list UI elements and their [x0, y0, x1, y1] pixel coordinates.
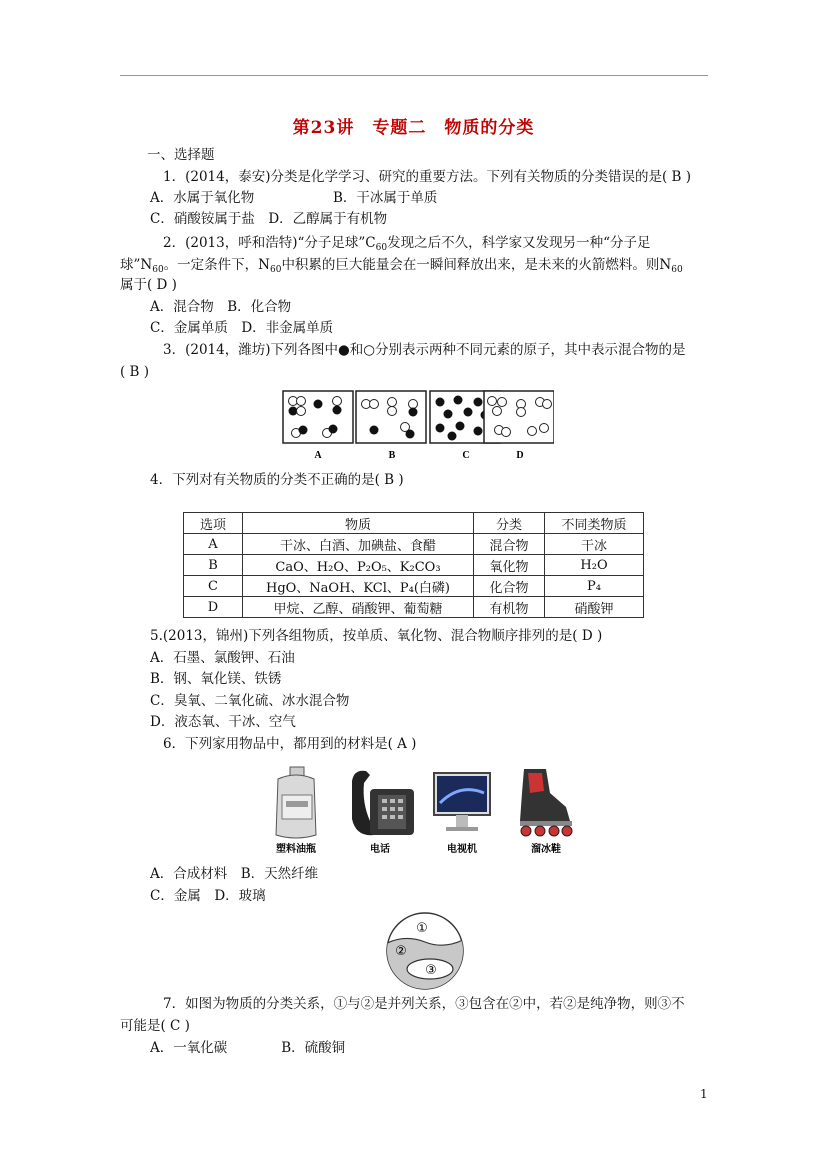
- tv-image: [434, 773, 490, 831]
- q2-options-ab: A．混合物 B．化合物: [150, 299, 292, 315]
- table-header: 物质: [243, 513, 474, 534]
- caption-tv: 电视机: [447, 844, 477, 855]
- q2-line2: 球$”N_{60}$。一定条件下，$N_{60}$中积累的巨大能量会在一瞬间释放出来，是未来的火箭燃料。则$N_{60}$: [120, 257, 683, 275]
- q6-options-cd: C．金属 D．玻璃: [150, 888, 266, 904]
- q7-line2: 可能是( C ): [120, 1018, 190, 1034]
- page-title: 第23讲 专题二 物质的分类: [292, 118, 535, 138]
- q2-options-cd: C．金属单质 D．非金属单质: [150, 320, 334, 336]
- table-cell: 氧化物: [474, 555, 545, 576]
- q4-stem: 4．下列对有关物质的分类不正确的是( B ): [150, 472, 404, 488]
- header-rule: [120, 75, 708, 76]
- q2-line3: 属于( D ): [120, 277, 177, 293]
- table-cell: CaO、H₂O、P₂O₅、K₂CO₃: [243, 555, 474, 576]
- caption-oil-bottle: 塑料油瓶: [276, 844, 316, 855]
- table-row: [184, 534, 644, 555]
- table-cell: 硝酸钾: [545, 597, 644, 618]
- q7-options-ab: A．一氧化碳 B．硫酸铜: [150, 1040, 346, 1056]
- table-row: [184, 555, 644, 576]
- section-heading: 一、选择题: [147, 147, 215, 163]
- table-header: 选项: [184, 513, 243, 534]
- table-cell: A: [184, 534, 243, 555]
- caption-phone: 电话: [370, 844, 390, 855]
- q3-line2: ( B ): [120, 364, 150, 380]
- label-circle-1: ①: [416, 921, 428, 936]
- box-a: [283, 391, 353, 443]
- page-number: 1: [700, 1087, 708, 1101]
- skate-image: [520, 769, 572, 836]
- label-d: D: [516, 450, 524, 461]
- table-cell: 混合物: [474, 534, 545, 555]
- telephone-image: [352, 771, 414, 835]
- q5-option-c: C．臭氧、二氧化硫、冰水混合物: [150, 693, 350, 709]
- table-cell: 干冰、白酒、加碘盐、食醋: [243, 534, 474, 555]
- label-a: A: [314, 450, 322, 461]
- q5-option-b: B．钢、氧化镁、铁锈: [150, 671, 282, 687]
- q6-stem: 6．下列家用物品中，都用到的材料是( A ): [163, 736, 417, 752]
- table-cell: H₂O: [545, 555, 644, 576]
- table-cell: B: [184, 555, 243, 576]
- caption-skates: 溜冰鞋: [531, 844, 561, 855]
- classification-table: [183, 512, 644, 618]
- q3-line1: 3．(2014，潍坊)下列各图中●和○分别表示两种不同元素的原子，其中表示混合物的是: [163, 342, 686, 358]
- q5-option-d: D．液态氧、干冰、空气: [150, 714, 296, 730]
- q5-option-a: A．石墨、氯酸钾、石油: [150, 650, 295, 666]
- table-cell: D: [184, 597, 243, 618]
- table-header: 分类: [474, 513, 545, 534]
- q2-line1: 2．(2013，呼和浩特)“分子足球$”C_{60}$发现之后不久，科学家又发现另一种“分子足: [163, 235, 651, 253]
- table-cell: P₄: [545, 576, 644, 597]
- atom-diagram-figure: [282, 390, 554, 462]
- box-d: [484, 391, 554, 443]
- q1-option-a: A．水属于氧化物: [150, 190, 255, 206]
- box-b: [356, 391, 426, 443]
- label-circle-3: ③: [425, 963, 437, 978]
- q5-stem: 5.(2013，锦州)下列各组物质，按单质、氧化物、混合物顺序排列的是( D ): [150, 628, 603, 644]
- table-cell: C: [184, 576, 243, 597]
- table-header-row: [184, 513, 644, 534]
- table-row: [184, 576, 644, 597]
- table-cell: 化合物: [474, 576, 545, 597]
- q7-line1: 7．如图为物质的分类关系，①与②是并列关系，③包含在②中，若②是纯净物，则③不: [163, 996, 685, 1012]
- label-c: C: [462, 450, 470, 461]
- q1-stem: 1．(2014，泰安)分类是化学学习、研究的重要方法。下列有关物质的分类错误的是( B ): [163, 169, 692, 185]
- table-row: [184, 597, 644, 618]
- classification-circle-diagram: [385, 910, 467, 992]
- table-cell: HgO、NaOH、KCl、P₄(白磷): [243, 576, 474, 597]
- label-circle-2: ②: [395, 944, 407, 959]
- q1-option-b: B．干冰属于单质: [333, 190, 438, 206]
- q6-options-ab: A．合成材料 B．天然纤维: [150, 866, 319, 882]
- table-cell: 干冰: [545, 534, 644, 555]
- table-header: 不同类物质: [545, 513, 644, 534]
- oil-bottle-image: [276, 767, 316, 838]
- label-b: B: [388, 450, 396, 461]
- table-cell: 甲烷、乙醇、硝酸钾、葡萄糖: [243, 597, 474, 618]
- household-items-figure: [270, 763, 600, 855]
- q1-options-cd: C．硝酸铵属于盐 D．乙醇属于有机物: [150, 211, 388, 227]
- table-cell: 有机物: [474, 597, 545, 618]
